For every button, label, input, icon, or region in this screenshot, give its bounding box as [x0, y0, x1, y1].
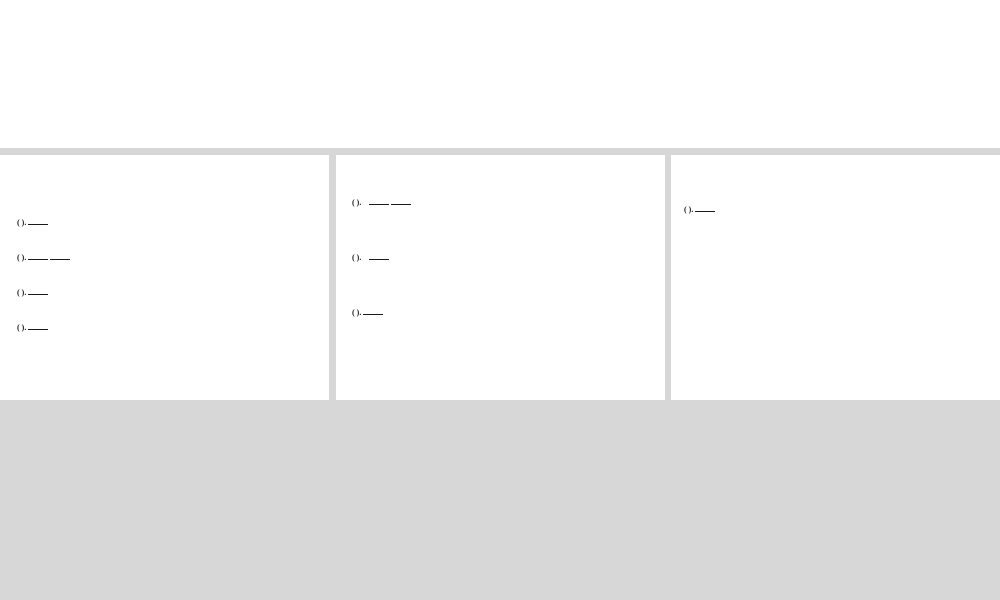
- blank: [28, 216, 48, 225]
- panel-multiple-choice-1: [0, 155, 329, 400]
- panel-multiple-choice-2: [336, 155, 665, 400]
- blank: [363, 306, 383, 315]
- blank: [28, 286, 48, 295]
- blank: [369, 196, 389, 205]
- panel-multiple-choice-3: [671, 155, 1000, 400]
- question-1: ( ).: [17, 216, 48, 228]
- question-5: ( ).: [352, 196, 411, 208]
- question-3: ( ).: [17, 286, 48, 298]
- blank: [28, 321, 48, 330]
- blank: [28, 251, 48, 260]
- blank: [50, 251, 70, 260]
- question-6: ( ).: [352, 251, 389, 263]
- blank: [391, 196, 411, 205]
- question-2: ( ).: [17, 251, 70, 263]
- question-8: ( ).: [684, 203, 715, 215]
- question-4: ( ).: [17, 321, 48, 333]
- question-7: ( ).: [352, 306, 383, 318]
- blank: [695, 203, 715, 212]
- blank: [369, 251, 389, 260]
